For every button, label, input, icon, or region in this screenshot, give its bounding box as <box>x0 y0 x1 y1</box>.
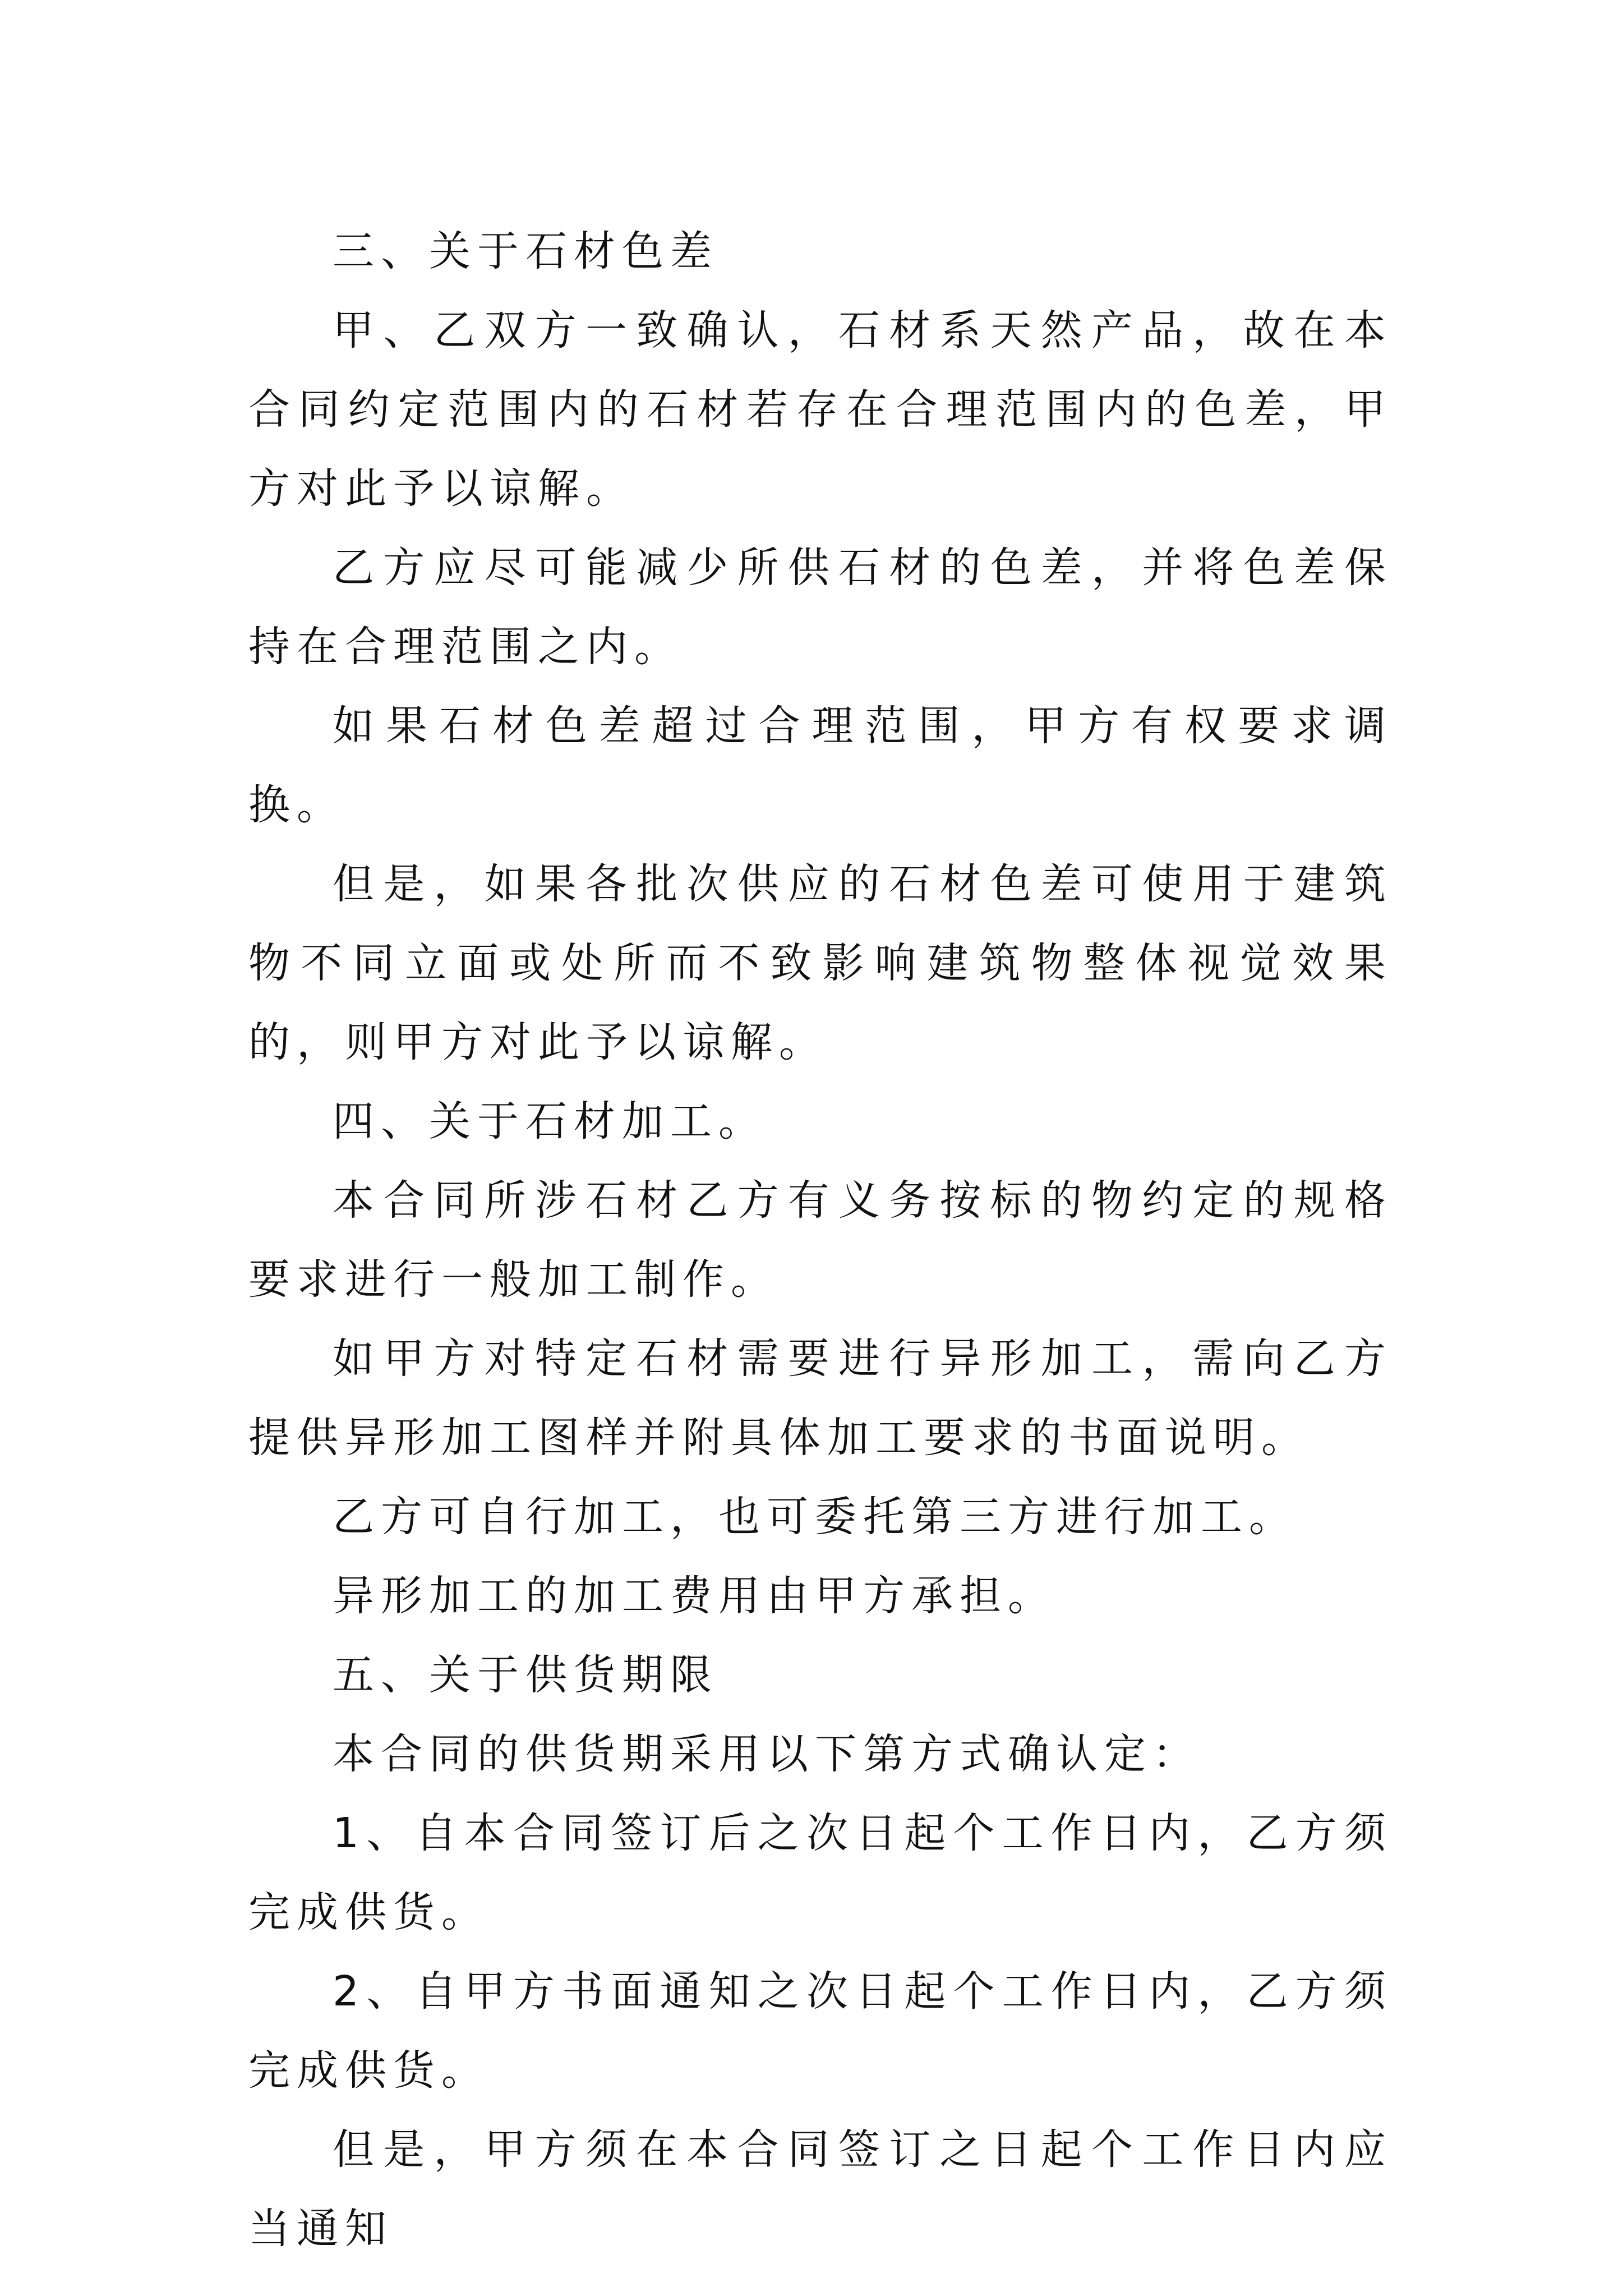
paragraph: 乙方应尽可能减少所供石材的色差，并将色差保持在合理范围之内。 <box>248 544 1393 671</box>
paragraph: 如甲方对特定石材需要进行异形加工，需向乙方提供异形加工图样并附具体加工要求的书面说明。 <box>248 1335 1393 1462</box>
paragraph: 乙方可自行加工，也可委托第三方进行加工。 <box>333 1493 1297 1541</box>
paragraph: 甲、乙双方一致确认，石材系天然产品，故在本合同约定范围内的石材若存在合理范围内的色差，甲方对此予以谅解。 <box>248 306 1393 513</box>
list-item: 1、自本合同签订后之次日起个工作日内，乙方须完成供货。 <box>248 1809 1393 1936</box>
paragraph: 异形加工的加工费用由甲方承担。 <box>333 1572 1056 1620</box>
paragraph: 如果石材色差超过合理范围，甲方有权要求调换。 <box>248 702 1393 829</box>
paragraph: 本合同所涉石材乙方有义务按标的物约定的规格要求进行一般加工制作。 <box>248 1176 1393 1304</box>
section-heading-delivery-period: 五、关于供货期限 <box>333 1651 718 1699</box>
paragraph: 本合同的供货期采用以下第方式确认定： <box>333 1730 1201 1778</box>
list-item: 2、自甲方书面通知之次日起个工作日内，乙方须完成供货。 <box>248 1967 1393 2095</box>
section-heading-color-difference: 三、关于石材色差 <box>333 227 718 275</box>
document-body <box>248 212 1393 2269</box>
paragraph: 但是，如果各批次供应的石材色差可使用于建筑物不同立面或处所而不致影响建筑物整体视觉效果的，则甲方对此予以谅解。 <box>248 860 1393 1066</box>
paragraph: 但是，甲方须在本合同签订之日起个工作日内应当通知 <box>248 2125 1393 2253</box>
section-heading-processing: 四、关于石材加工。 <box>333 1097 767 1145</box>
